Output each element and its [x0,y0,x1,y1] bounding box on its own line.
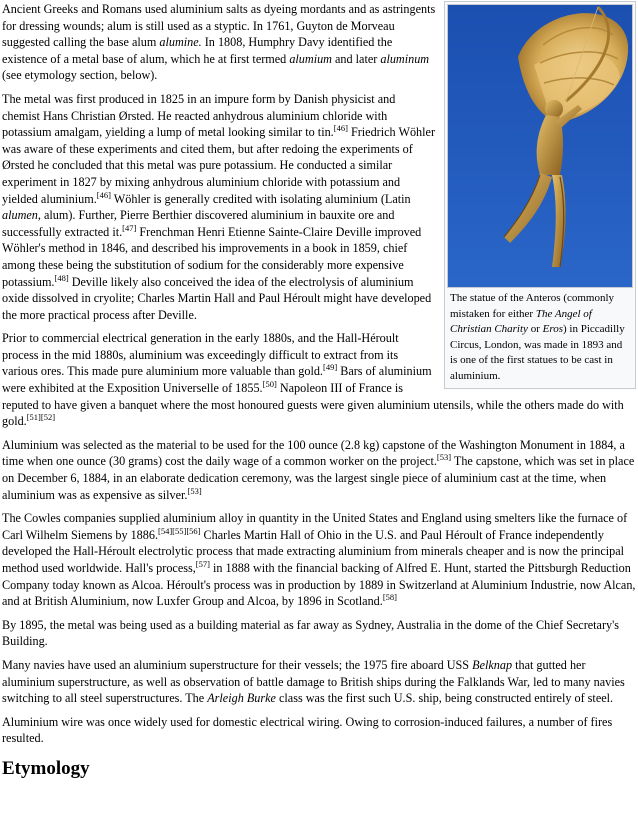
figure-caption: The statue of the Anteros (commonly mistaken for either The Angel of Christian Charity or Eros) in Piccadilly Circus, London, was made in 1893 and is one of the first statues to be cast in aluminium. [450,292,625,382]
figure-box [444,1,636,389]
citation-link[interactable]: [49] [322,362,338,373]
citation-link[interactable]: [54][55][56] [158,525,201,536]
citation-link[interactable]: [53] [436,452,452,463]
paragraph-sydney: By 1895, the metal was being used as a building material as far away as Sydney, Australia in the dome of the Chief Secretary's Building. [2,617,620,649]
citation-link[interactable]: [48] [54,272,69,283]
citation-link[interactable]: [57] [195,558,210,569]
citation-link[interactable]: [46] [333,123,348,134]
paragraph-washington-monument: Aluminium was selected as the material to be used for the 100 ounce (2.8 kg) capstone of the Washington Monument in 1884, a time when one ounce (30 grams) cost the daily wage of a common worker on the project.[53] The capstone, which was set in place on December 6, 1884, in an elaborate dedication ceremony, was the largest single piece of aluminium cast at the time, when aluminium was as expensive as silver.[53] [2,437,635,502]
paragraph-ancient-uses: Ancient Greeks and Romans used aluminium salts as dyeing mordants and as astringents for dressing wounds; alum is still used as a styptic. In 1761, Guyton de Morveau suggested calling the base alum alumine. In 1808, Humphry Davy identified the existence of a metal base of alum, which he at first termed alumium and later aluminum (see etymology section, below). [2,2,436,83]
paragraph-navies: Many navies have used an aluminium superstructure for their vessels; the 1975 fire aboard USS Belknap that gutted her aluminium superstructure, as well as observation of battle damage to British ships during the Falklands War, led to many navies switching to all steel superstructures. The Arleigh Burke class was the first such U.S. ship, being constructed entirely of steel. [2,657,625,706]
anteros-statue-image[interactable] [447,4,633,288]
citation-link[interactable]: [47] [122,222,137,233]
paragraph-cowles-hall-heroult: The Cowles companies supplied aluminium alloy in quantity in the United States and England using smelters like the furnace of Carl Wilhelm Siemens by 1886.[54][55][56] Charles Martin Hall of Ohio in the U.S. and Paul Héroult of France independently developed the Hall-Héroult electrolytic process that made extracting aluminium from minerals cheaper and is now the principal method used worldwide. Hall's process,[57] in 1888 with the financial backing of Alfred E. Hunt, started the Pittsburgh Reduction Company today known as Alcoa. Héroult's process was in production by 1889 in Switzerland at Aluminium Industrie, now Alcan, and at British Aluminium, now Luxfer Group and Alcoa, by 1896 in Scotland.[58] [2,511,636,609]
citation-link[interactable]: [50] [262,379,277,389]
citation-link[interactable]: [51][52] [26,412,56,423]
paragraph-value: Prior to commercial electrical generation in the early 1880s, and the Hall-Héroult process in the mid 1880s, aluminium was exceedingly difficult to extract from its various ores. This made pure aluminium more valuable than gold.[49] Bars of aluminium were exhibited at the Exposition Universelle of 1855.[50] Napoleon III of France is reputed to have given a banquet where the most honoured guests were given aluminium utensils, while the others made do with gold.[51][52] [2,331,624,429]
citation-link[interactable]: [58] [382,592,397,603]
citation-link[interactable]: [53] [187,485,202,496]
citation-link[interactable]: [46] [96,189,111,200]
section-heading-etymology: Etymology [2,757,90,779]
paragraph-first-production: The metal was first produced in 1825 in an impure form by Danish physicist and chemist Hans Christian Ørsted. He reacted anhydrous aluminium chloride with potassium amalgam, yielding a lump of metal looking similar to tin.[46] Friedrich Wöhler was aware of these experiments and cited them, but after redoing the experiments of Ørsted he concluded that this metal was pure potassium. He conducted a similar experiment in 1827 by mixing anhydrous aluminium chloride with potassium and yielded aluminium.[46] Wöhler is generally credited with isolating aluminium (Latin alumen, alum). Further, Pierre Berthier discovered aluminium in bauxite ore and successfully extracted it.[47] Frenchman Henri Etienne Sainte-Claire Deville improved Wöhler's method in 1846, and described his improvements in a book in 1859, chief among these being the substitution of sodium for the considerably more expensive potassium.[48] Deville likely also conceived the idea of the electrolysis of aluminium oxide dissolved in cryolite; Charles Martin Hall and Paul Héroult might have developed the more practical process after Deville. [2,91,435,322]
paragraph-wiring: Aluminium wire was once widely used for domestic electrical wiring. Owing to corrosion-induced failures, a number of fires resulted. [2,714,613,746]
